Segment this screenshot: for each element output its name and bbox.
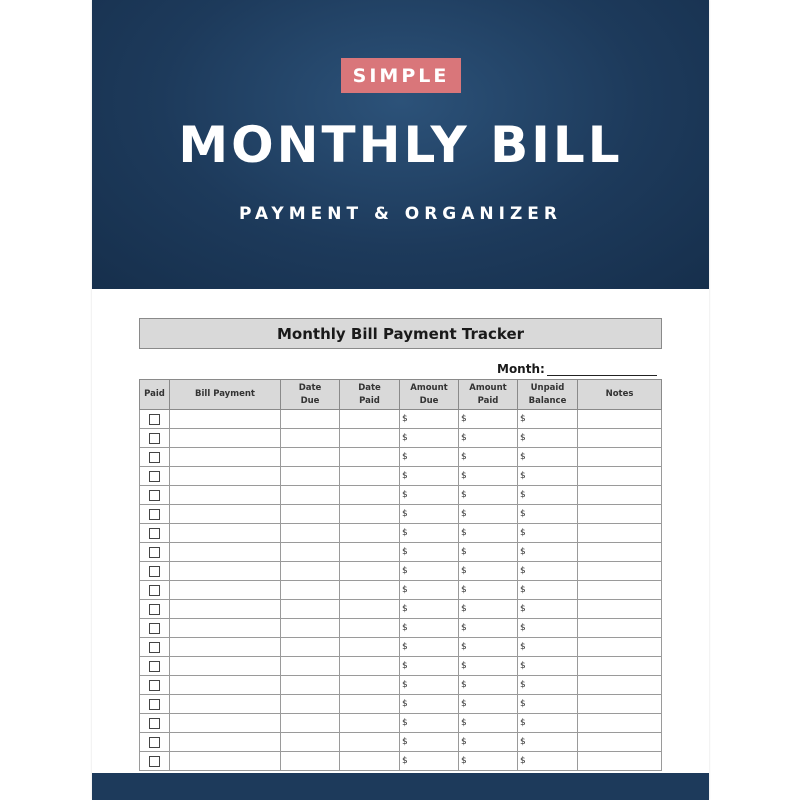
table-cell [578,524,662,543]
amount-cell: $ [518,714,578,733]
amount-cell: $ [459,638,518,657]
paid-cell[interactable] [140,676,170,695]
column-header: Unpaid Balance [518,380,578,410]
table-cell [578,638,662,657]
paid-cell[interactable] [140,695,170,714]
table-cell [578,467,662,486]
amount-cell: $ [518,676,578,695]
paid-cell[interactable] [140,429,170,448]
amount-cell: $ [400,695,459,714]
amount-cell: $ [459,752,518,771]
table-row [140,619,662,638]
amount-cell: $ [459,581,518,600]
amount-cell: $ [400,600,459,619]
table-cell [170,505,281,524]
table-cell [281,676,340,695]
amount-cell: $ [459,619,518,638]
table-row [140,600,662,619]
table-row [140,714,662,733]
paid-checkbox[interactable] [149,528,160,539]
amount-cell: $ [400,410,459,429]
table-cell [281,429,340,448]
table-cell [340,543,400,562]
table-cell [170,467,281,486]
table-row [140,448,662,467]
amount-cell: $ [518,581,578,600]
paid-checkbox[interactable] [149,490,160,501]
table-cell [340,467,400,486]
table-cell [578,695,662,714]
paid-cell[interactable] [140,600,170,619]
table-cell [281,505,340,524]
table-row [140,676,662,695]
table-cell [578,600,662,619]
table-cell [170,543,281,562]
amount-cell: $ [400,714,459,733]
amount-cell: $ [518,448,578,467]
paid-checkbox[interactable] [149,547,160,558]
amount-cell: $ [400,657,459,676]
table-cell [170,524,281,543]
paid-checkbox[interactable] [149,661,160,672]
table-cell [281,733,340,752]
column-header: Amount Due [400,380,459,410]
month-field [497,358,657,376]
table-row [140,467,662,486]
table-cell [281,410,340,429]
month-label: Month: [497,362,545,376]
amount-cell: $ [518,429,578,448]
table-cell [340,733,400,752]
table-cell [578,410,662,429]
simple-badge: SIMPLE [341,58,461,93]
paid-cell[interactable] [140,638,170,657]
table-cell [170,600,281,619]
paid-cell[interactable] [140,543,170,562]
amount-cell: $ [518,505,578,524]
paid-checkbox[interactable] [149,433,160,444]
table-cell [170,657,281,676]
amount-cell: $ [518,467,578,486]
table-cell [578,676,662,695]
table-cell [578,619,662,638]
table-cell [340,676,400,695]
paid-cell[interactable] [140,505,170,524]
book-cover [92,0,709,800]
table-row [140,657,662,676]
paid-checkbox[interactable] [149,585,160,596]
table-cell [281,638,340,657]
paid-cell[interactable] [140,619,170,638]
tracker-title: Monthly Bill Payment Tracker [139,318,662,349]
table-cell [170,486,281,505]
cover-title: MONTHLY BILL [178,116,623,174]
table-cell [578,657,662,676]
table-cell [281,448,340,467]
table-row [140,752,662,771]
amount-cell: $ [400,676,459,695]
paid-cell[interactable] [140,486,170,505]
amount-cell: $ [400,752,459,771]
table-cell [281,619,340,638]
table-cell [170,429,281,448]
table-row [140,638,662,657]
amount-cell: $ [459,467,518,486]
table-cell [340,619,400,638]
amount-cell: $ [400,562,459,581]
table-cell [281,467,340,486]
table-cell [170,562,281,581]
amount-cell: $ [459,524,518,543]
table-cell [170,581,281,600]
paid-checkbox[interactable] [149,642,160,653]
table-header-row [140,380,662,410]
paid-checkbox[interactable] [149,509,160,520]
table-row [140,562,662,581]
table-row [140,486,662,505]
paid-cell[interactable] [140,714,170,733]
column-header: Date Paid [340,380,400,410]
paid-cell[interactable] [140,581,170,600]
amount-cell: $ [459,657,518,676]
paid-checkbox[interactable] [149,756,160,767]
amount-cell: $ [400,581,459,600]
paid-cell[interactable] [140,752,170,771]
table-cell [340,448,400,467]
amount-cell: $ [400,505,459,524]
table-cell [281,752,340,771]
amount-cell: $ [400,524,459,543]
paid-cell[interactable] [140,657,170,676]
table-cell [578,752,662,771]
table-row [140,543,662,562]
paid-checkbox[interactable] [149,718,160,729]
amount-cell: $ [518,695,578,714]
amount-cell: $ [459,410,518,429]
table-cell [170,448,281,467]
table-cell [340,752,400,771]
cover-footer-bar [92,773,709,800]
table-cell [340,429,400,448]
paid-checkbox[interactable] [149,604,160,615]
amount-cell: $ [459,543,518,562]
table-cell [170,638,281,657]
table-cell [340,486,400,505]
table-row [140,505,662,524]
table-cell [340,600,400,619]
table-cell [170,733,281,752]
amount-cell: $ [518,619,578,638]
amount-cell: $ [400,448,459,467]
table-body [140,410,662,771]
amount-cell: $ [459,562,518,581]
table-cell [340,638,400,657]
table-cell [340,410,400,429]
table-cell [281,695,340,714]
amount-cell: $ [400,467,459,486]
column-header: Paid [140,380,170,410]
table-cell [170,619,281,638]
table-cell [578,733,662,752]
amount-cell: $ [518,524,578,543]
amount-cell: $ [459,505,518,524]
table-cell [281,657,340,676]
table-cell [281,714,340,733]
amount-cell: $ [518,543,578,562]
paid-checkbox[interactable] [149,680,160,691]
table-cell [340,657,400,676]
table-cell [340,695,400,714]
amount-cell: $ [518,486,578,505]
amount-cell: $ [459,448,518,467]
paid-cell[interactable] [140,524,170,543]
amount-cell: $ [518,410,578,429]
column-header: Notes [578,380,662,410]
table-cell [578,543,662,562]
amount-cell: $ [459,600,518,619]
table-cell [578,505,662,524]
table-row [140,733,662,752]
amount-cell: $ [518,752,578,771]
table-cell [281,486,340,505]
table-cell [578,562,662,581]
table-cell [281,600,340,619]
amount-cell: $ [518,733,578,752]
column-header: Date Due [281,380,340,410]
paid-cell[interactable] [140,562,170,581]
amount-cell: $ [518,600,578,619]
amount-cell: $ [400,638,459,657]
cover-banner [92,0,709,289]
table-cell [578,581,662,600]
paid-checkbox[interactable] [149,623,160,634]
table-cell [170,410,281,429]
table-cell [340,562,400,581]
table-cell [170,714,281,733]
amount-cell: $ [400,486,459,505]
table-cell [340,581,400,600]
cover-subtitle: PAYMENT & ORGANIZER [239,204,562,224]
table-cell [281,562,340,581]
table-cell [340,505,400,524]
amount-cell: $ [518,562,578,581]
table-cell [170,752,281,771]
bill-tracker-table [139,379,662,771]
table-row [140,429,662,448]
table-cell [578,486,662,505]
amount-cell: $ [518,657,578,676]
amount-cell: $ [400,619,459,638]
amount-cell: $ [459,676,518,695]
table-row [140,581,662,600]
paid-cell[interactable] [140,733,170,752]
column-header: Bill Payment [170,380,281,410]
amount-cell: $ [518,638,578,657]
table-cell [281,581,340,600]
table-cell [578,429,662,448]
month-blank-line [547,361,657,376]
paid-cell[interactable] [140,448,170,467]
amount-cell: $ [459,733,518,752]
table-row [140,695,662,714]
table-cell [578,448,662,467]
table-cell [340,714,400,733]
amount-cell: $ [400,429,459,448]
table-cell [170,676,281,695]
column-header: Amount Paid [459,380,518,410]
paid-checkbox[interactable] [149,471,160,482]
table-cell [578,714,662,733]
table-cell [170,695,281,714]
amount-cell: $ [459,429,518,448]
table-cell [340,524,400,543]
paid-cell[interactable] [140,467,170,486]
amount-cell: $ [459,486,518,505]
paid-checkbox[interactable] [149,699,160,710]
table-row [140,410,662,429]
table-cell [281,524,340,543]
table-cell [281,543,340,562]
amount-cell: $ [400,543,459,562]
table-row [140,524,662,543]
paid-checkbox[interactable] [149,452,160,463]
amount-cell: $ [459,714,518,733]
amount-cell: $ [400,733,459,752]
paid-checkbox[interactable] [149,566,160,577]
paid-checkbox[interactable] [149,737,160,748]
amount-cell: $ [459,695,518,714]
paid-checkbox[interactable] [149,414,160,425]
paid-cell[interactable] [140,410,170,429]
